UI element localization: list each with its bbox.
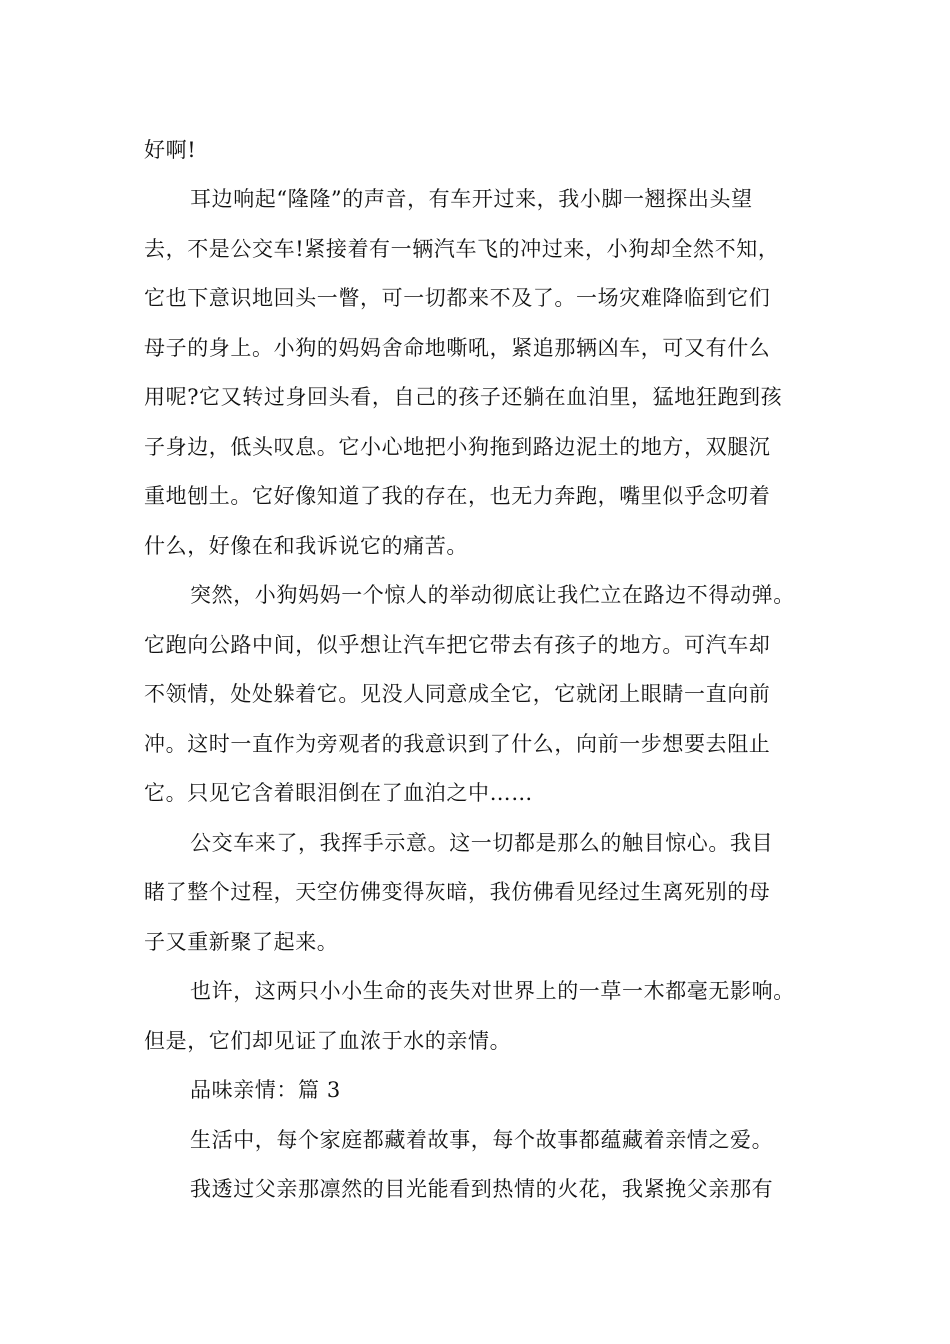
- text-line: 冲。这时一直作为旁观者的我意识到了什么，向前一步想要去阻止: [144, 732, 771, 756]
- text-line: 但是，它们却见证了血浓于水的亲情。: [144, 1029, 512, 1053]
- text-line: 它也下意识地回头一瞥，可一切都来不及了。一场灾难降临到它们: [144, 286, 771, 310]
- text-line: 不领情，处处躲着它。见没人同意成全它，它就闭上眼睛一直向前: [144, 682, 771, 706]
- text-line: 突然，小狗妈妈一个惊人的举动彻底让我伫立在路边不得动弹。: [190, 583, 795, 607]
- text-line: 睹了整个过程，天空仿佛变得灰暗，我仿佛看见经过生离死别的母: [144, 880, 771, 904]
- text-line: 重地刨土。它好像知道了我的存在，也无力奔跑，嘴里似乎念叨着: [144, 484, 771, 508]
- text-line: 用呢?它又转过身回头看，自己的孩子还躺在血泊里，猛地狂跑到孩: [144, 385, 783, 409]
- text-line: 也许，这两只小小生命的丧失对世界上的一草一木都毫无影响。: [190, 979, 795, 1003]
- text-line: 耳边响起“隆隆”的声音，有车开过来，我小脚一翘探出头望: [190, 187, 753, 211]
- text-line: 什么，好像在和我诉说它的痛苦。: [144, 534, 468, 558]
- text-line: 它跑向公路中间，似乎想让汽车把它带去有孩子的地方。可汽车却: [144, 633, 771, 657]
- text-line: 去，不是公交车!紧接着有一辆汽车飞的冲过来，小狗却全然不知，: [144, 237, 780, 261]
- text-line: 母子的身上。小狗的妈妈舍命地嘶吼，紧追那辆凶车，可又有什么: [144, 336, 771, 360]
- text-line: 生活中，每个家庭都藏着故事，每个故事都蕴藏着亲情之爱。: [190, 1128, 774, 1152]
- text-line: 它。只见它含着眼泪倒在了血泊之中……: [144, 781, 533, 805]
- text-line: 子身边，低头叹息。它小心地把小狗拖到路边泥土的地方，双腿沉: [144, 435, 771, 459]
- text-line: 好啊!: [144, 138, 197, 162]
- text-line: 公交车来了，我挥手示意。这一切都是那么的触目惊心。我目: [190, 831, 774, 855]
- text-line: 我透过父亲那凛然的目光能看到热情的火花，我紧挽父亲那有: [190, 1177, 774, 1201]
- section-heading: 品味亲情：篇 3: [190, 1078, 341, 1102]
- text-line: 子又重新聚了起来。: [144, 930, 339, 954]
